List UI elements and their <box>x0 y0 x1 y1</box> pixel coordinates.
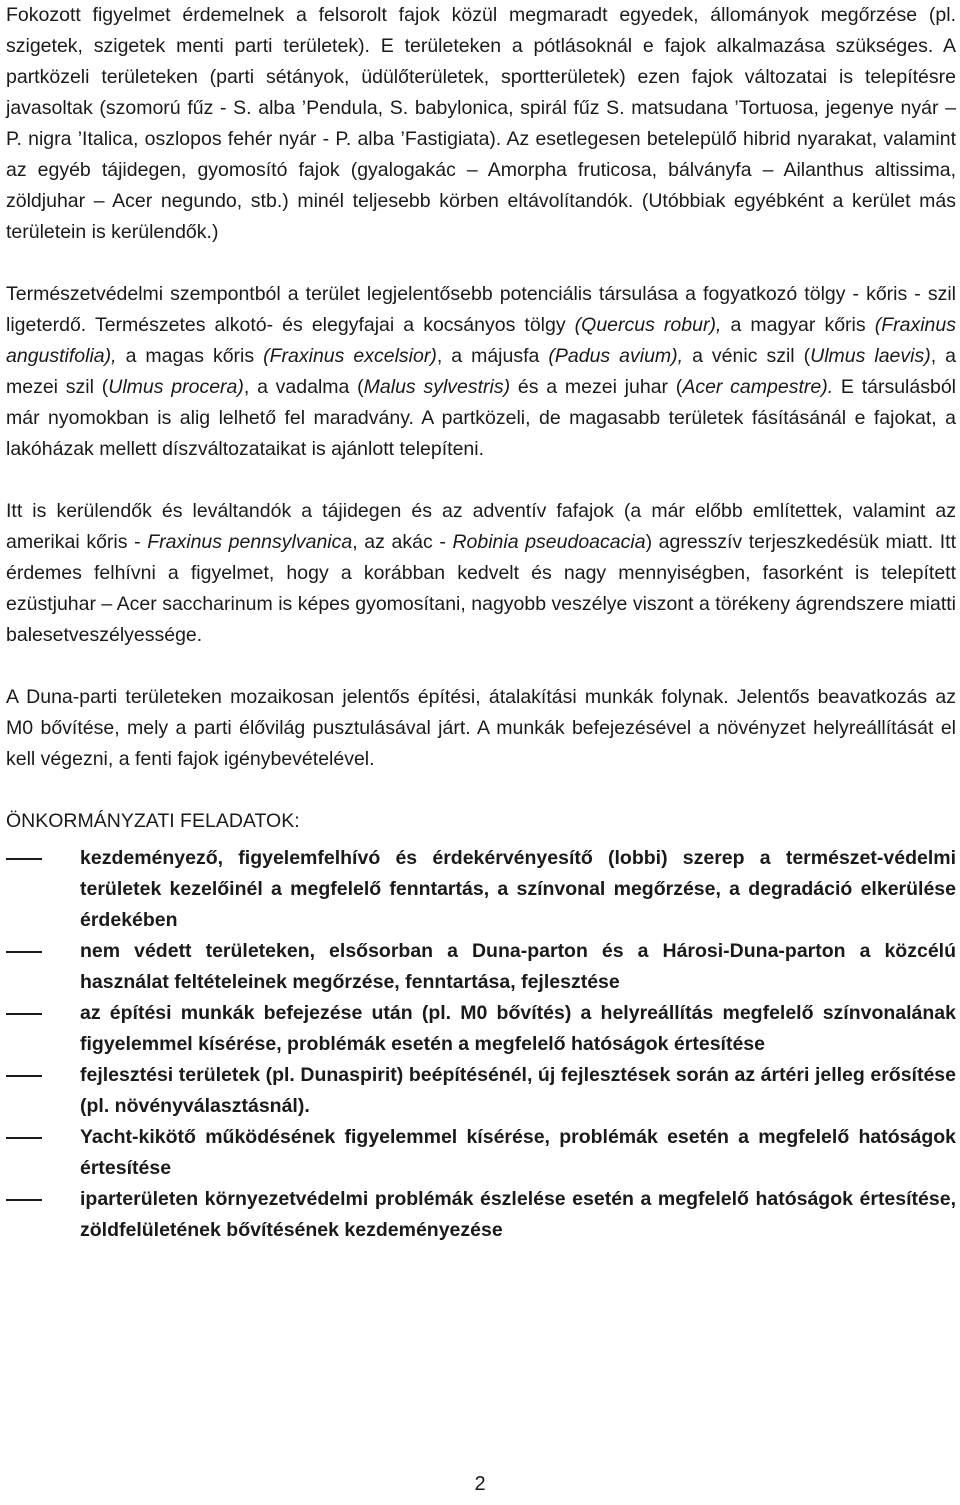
paragraph-danube-works: A Duna-parti területeken mozaikosan jelentős építési, átalakítási munkák folynak. Jelentős beavatkozás az M0 bővítése, mely a parti élővilág pusztulásával járt. A munkák befejezésével a növényzet helyreállítását el kell végezni, a fenti fajok igénybevételével. <box>6 686 956 770</box>
text-run: Természetvédelmi szempontból a terület legjelentősebb potenciális társulása a fogyatkozó tölgy - kőris - szil ligeterdő. Természetes alkotó- és elegyfajai a kocsányos tölgy <box>6 283 956 336</box>
species-name: Fraxinus pennsylvanica <box>147 531 353 553</box>
document-page <box>6 0 956 1246</box>
dash-bullet-icon <box>6 1199 42 1201</box>
list-item <box>6 843 956 936</box>
species-name: Ulmus procera) <box>108 376 244 398</box>
dash-bullet-icon <box>6 951 42 953</box>
list-item <box>6 1122 956 1184</box>
text-run: , a mezei szil ( <box>6 345 956 398</box>
task-text: iparterületen környezetvédelmi problémák észlelése esetén a megfelelő hatóságok értesítése, zöldfelületének bővítésének kezdeményezése <box>80 1188 956 1241</box>
dash-bullet-icon <box>6 1075 42 1077</box>
text-run: és a mezei juhar ( <box>510 376 683 398</box>
dash-bullet-icon <box>6 858 42 860</box>
text-run: a magas kőris <box>116 345 264 367</box>
species-name: (Fraxinus angustifolia), <box>6 314 956 367</box>
task-text: Yacht-kikötő működésének figyelemmel kísérése, problémák esetén a megfelelő hatóságok értesítése <box>80 1126 956 1179</box>
task-text: kezdeményező, figyelemfelhívó és érdekérvényesítő (lobbi) szerep a természet-védelmi területek kezelőinél a megfelelő fenntartás, a színvonal megőrzése, a degradáció elkerülése érdekében <box>80 847 956 931</box>
species-name: Ulmus laevis) <box>810 345 931 367</box>
task-text: az építési munkák befejezése után (pl. M0 bővítés) a helyreállítás megfelelő színvonalának figyelemmel kísérése, problémák esetén a megfelelő hatóságok értesítése <box>80 1002 956 1055</box>
paragraph-invasive-species <box>6 496 956 651</box>
text-run: a magyar kőris <box>721 314 875 336</box>
text-run: Itt is kerülendők és leváltandók a tájidegen és az adventív fafajok (a már előbb említettek, valamint az amerikai kőris - <box>6 500 956 553</box>
page-number: 2 <box>474 1473 486 1495</box>
text-run: E társulásból már nyomokban is alig lelhető fel maradvány. A partközeli, de magasabb területek fásításánál e fajokat, a lakóházak mellett díszváltozataikat is ajánlott telepíteni. <box>6 376 956 460</box>
dash-bullet-icon <box>6 1137 42 1139</box>
tasks-heading: ÖNKORMÁNYZATI FELADATOK: <box>6 810 300 832</box>
text-run: a vénic szil ( <box>683 345 811 367</box>
list-item <box>6 1184 956 1246</box>
tasks-list <box>6 843 956 1246</box>
text-run: , a vadalma ( <box>243 376 364 398</box>
list-item <box>6 1060 956 1122</box>
text-run: , az akác - <box>352 531 453 553</box>
task-text: fejlesztési területek (pl. Dunaspirit) beépítésénél, új fejlesztések során az ártéri jelleg erősítése (pl. növényválasztásnál). <box>80 1064 956 1117</box>
species-name: Acer campestre). <box>682 376 834 398</box>
species-name: (Fraxinus excelsior) <box>263 345 437 367</box>
text-run: , a májusfa <box>436 345 549 367</box>
species-name: (Quercus robur), <box>574 314 722 336</box>
text-run: ) agresszív terjeszkedésük miatt. Itt érdemes felhívni a figyelmet, hogy a korábban kedvelt és nagy mennyiségben, fasorként is telepített ezüstjuhar – Acer saccharinum is képes gyomosítani, nagyobb veszélye viszont a törékeny ágrendszere miatti balesetveszélyessége. <box>6 531 957 646</box>
list-item <box>6 998 956 1060</box>
species-name: Robinia pseudoacacia <box>452 531 646 553</box>
species-name: Malus sylvestris) <box>363 376 511 398</box>
dash-bullet-icon <box>6 1013 42 1015</box>
task-text: nem védett területeken, elsősorban a Duna-parton és a Hárosi-Duna-parton a közcélú használat feltételeinek megőrzése, fenntartása, fejlesztése <box>80 940 956 993</box>
species-name: (Padus avium), <box>548 345 684 367</box>
list-item <box>6 936 956 998</box>
paragraph-forest-association <box>6 279 956 465</box>
paragraph-species-preservation: Fokozott figyelmet érdemelnek a felsorolt fajok közül megmaradt egyedek, állományok megőrzése (pl. szigetek, szigetek menti parti területek). E területeken a pótlásoknál e fajok alkalmazása szükséges. A partközeli területeken (parti sétányok, üdülőterületek, sportterületek) ezen fajok változatai is telepítésre javasoltak (szomorú fűz - S. alba ’Pendula, S. babylonica, spirál fűz S. matsudana ’Tortuosa, jegenye nyár – P. nigra ’Italica, oszlopos fehér nyár - P. alba ’Fastigiata). Az esetlegesen betelepülő hibrid nyarakat, valamint az egyéb tájidegen, gyomosító fajok (gyalogakác – Amorpha fruticosa, bálványfa – Ailanthus altissima, zöldjuhar – Acer negundo, stb.) minél teljesebb körben eltávolítandók. (Utóbbiak egyébként a kerület más területein is kerülendők.) <box>6 4 956 243</box>
